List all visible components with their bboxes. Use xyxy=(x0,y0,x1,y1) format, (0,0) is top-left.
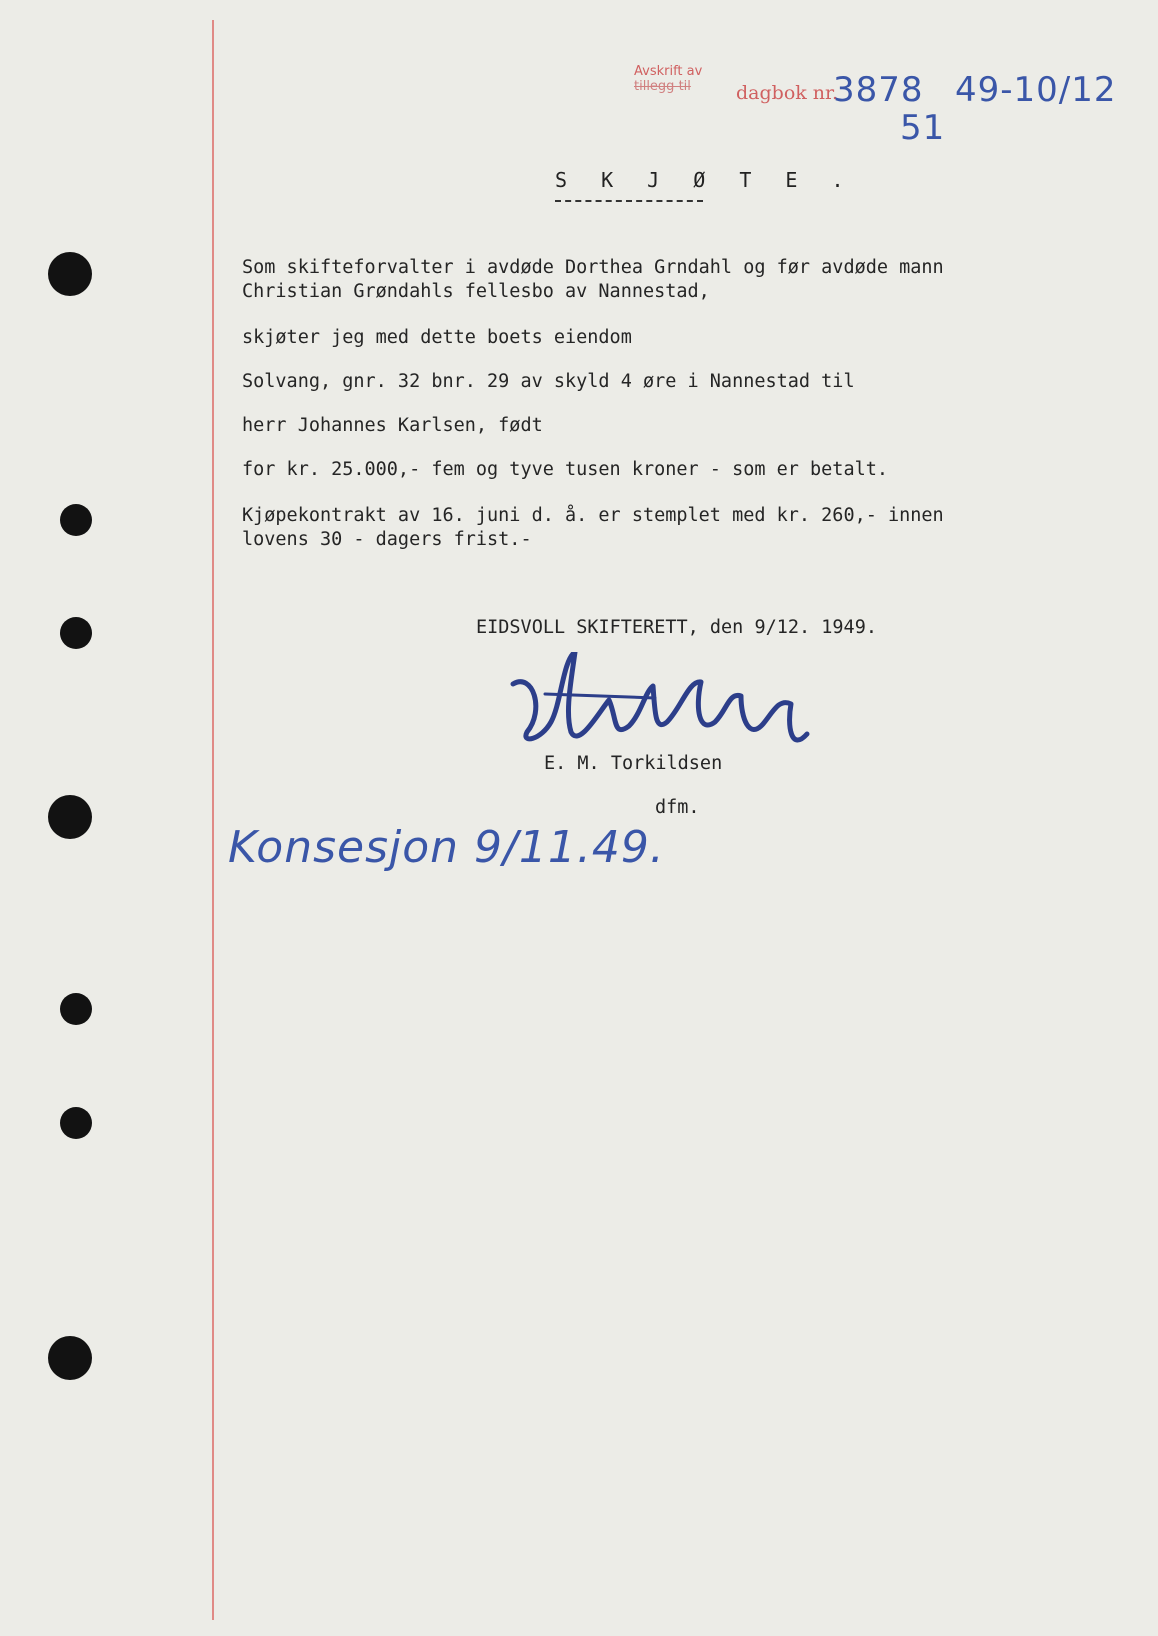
paragraph: Som skifteforvalter i avdøde Dorthea Grndahl og før avdøde mann Christian Grøndahls fellesbo av Nannestad, xyxy=(242,257,944,302)
paragraph: skjøter jeg med dette boets eiendom xyxy=(242,327,632,348)
document-title: S K J Ø T E . xyxy=(555,168,855,192)
stamp-line-2: tillegg til xyxy=(634,79,691,94)
signatory-title: dfm. xyxy=(655,797,700,818)
punch-hole xyxy=(60,993,92,1025)
margin-rule xyxy=(212,20,214,1620)
stamp-label: dagbok nr. xyxy=(736,82,839,104)
punch-hole xyxy=(48,1336,92,1380)
handwritten-concession-note: Konsesjon 9/11.49. xyxy=(228,822,665,873)
stamp-line-1: Avskrift av xyxy=(634,64,703,79)
punch-hole xyxy=(60,1107,92,1139)
registry-stamp xyxy=(634,64,730,94)
punch-hole xyxy=(60,504,92,536)
punch-hole xyxy=(60,617,92,649)
handwritten-journal-sub: 51 xyxy=(900,108,946,148)
handwritten-journal-date: 49-10/12 xyxy=(955,70,1117,110)
paragraph: for kr. 25.000,- fem og tyve tusen kroner - som er betalt. xyxy=(242,459,889,480)
title-underline xyxy=(555,200,703,202)
paragraph: Kjøpekontrakt av 16. juni d. å. er stemplet med kr. 260,- innen lovens 30 - dagers frist.- xyxy=(242,505,944,550)
punch-hole xyxy=(48,795,92,839)
place-and-date: EIDSVOLL SKIFTERETT, den 9/12. 1949. xyxy=(476,617,877,638)
signatory-name: E. M. Torkildsen xyxy=(544,753,723,774)
punch-hole xyxy=(48,252,92,296)
handwritten-journal-number: 3878 xyxy=(833,70,924,110)
paragraph: Solvang, gnr. 32 bnr. 29 av skyld 4 øre i Nannestad til xyxy=(242,371,855,392)
signature-scribble xyxy=(505,652,815,762)
paragraph: herr Johannes Karlsen, født xyxy=(242,415,543,436)
